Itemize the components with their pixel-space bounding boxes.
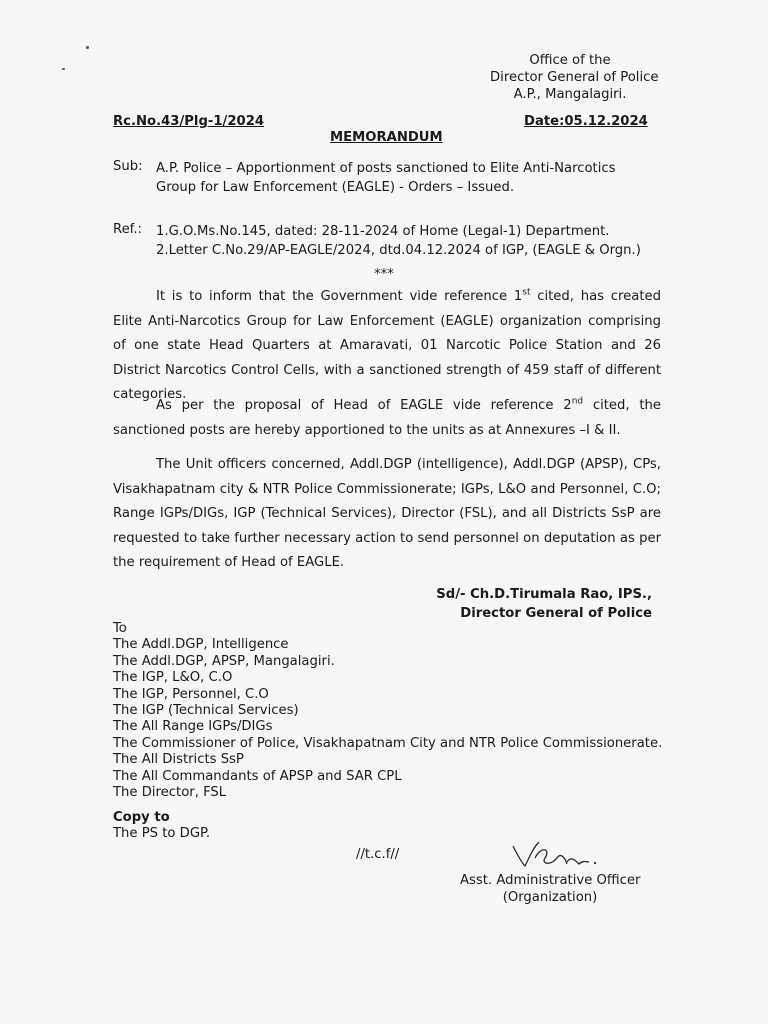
recipient-item: The Addl.DGP, APSP, Mangalagiri. (113, 653, 335, 669)
copy-recipient: The PS to DGP. (113, 826, 211, 841)
recipient-item: The IGP (Technical Services) (113, 703, 299, 719)
p1-text-start: It is to inform that the Government vide reference 1 (156, 289, 523, 304)
p2-text-start: As per the proposal of Head of EAGLE vide reference 2 (156, 398, 572, 413)
p2-superscript: nd (571, 396, 584, 407)
officer-unit: (Organization) (502, 890, 598, 905)
office-line: A.P., Mangalagiri. (513, 87, 627, 102)
copy-to-label: Copy to (113, 810, 170, 825)
to-label: To (113, 621, 127, 636)
body-paragraph-1 (113, 285, 661, 408)
p1-text-end: cited, has created Elite Anti-Narcotics Group for Law Enforcement (EAGLE) organization comprising of one state Head Quarters at Amaravati, 01 Narcotic Police Station and 26 District Narcotics Control Cells, with a sanctioned strength of 459 staff of different categories. (113, 289, 661, 402)
reference-item: 1.G.O.Ms.No.145, dated: 28-11-2024 of Home (Legal-1) Department. (156, 224, 610, 239)
references-label: Ref.: (113, 222, 143, 237)
office-line: Director General of Police (490, 70, 659, 85)
signature-block (430, 585, 652, 623)
signatory-title: Director General of Police (460, 606, 652, 621)
recipient-item: The All Commandants of APSP and SAR CPL (113, 768, 402, 784)
p1-superscript: st (522, 287, 531, 298)
scan-speck (62, 68, 65, 70)
office-line: Office of the (529, 53, 611, 68)
recipient-item: The Commissioner of Police, Visakhapatnam City and NTR Police Commissionerate. (113, 735, 663, 751)
p2-text-end: cited, the sanctioned posts are hereby apportioned to the units as at Annexures –I & II. (113, 398, 661, 438)
references-list (156, 222, 666, 260)
handwritten-signature-icon (505, 836, 605, 874)
signatory-name: Sd/- Ch.D.Tirumala Rao, IPS., (436, 587, 652, 602)
recipient-item: The All Range IGPs/DIGs (113, 719, 273, 735)
reference-number: Rc.No.43/Plg-1/2024 (113, 114, 265, 129)
issuing-officer (460, 872, 640, 906)
recipient-item: The All Districts SsP (113, 752, 244, 768)
distribution-list (113, 621, 662, 801)
body-paragraph-2 (113, 394, 661, 443)
scan-speck (86, 46, 89, 49)
recipient-item: The Director, FSL (113, 785, 227, 801)
recipient-item: The Addl.DGP, Intelligence (113, 637, 289, 653)
subject-label: Sub: (113, 159, 143, 174)
subject-text: A.P. Police – Apportionment of posts sanctioned to Elite Anti-Narcotics Group for Law Enforcement (EAGLE) - Orders – Issued. (156, 161, 616, 195)
separator: *** (374, 267, 394, 282)
memo-date: Date:05.12.2024 (524, 114, 648, 129)
memo-title: MEMORANDUM (330, 130, 443, 145)
recipient-item: The IGP, Personnel, C.O (113, 686, 269, 702)
true-copy-mark: //t.c.f// (356, 847, 400, 862)
body-paragraph-3: The Unit officers concerned, Addl.DGP (intelligence), Addl.DGP (APSP), CPs, Visakhapatnam city & NTR Police Commissionerate; IGPs, L&O and Personnel, C.O; Range IGPs/DIGs, IGP (Technical Services), Director (FSL), and all Districts SsP are requested to take further necessary action to send personnel on deputation as per the requirement of Head of EAGLE. (113, 457, 661, 570)
office-address (490, 52, 659, 103)
officer-title: Asst. Administrative Officer (460, 873, 641, 888)
reference-item: 2.Letter C.No.29/AP-EAGLE/2024, dtd.04.12.2024 of IGP, (EAGLE & Orgn.) (156, 243, 641, 258)
recipient-item: The IGP, L&O, C.O (113, 670, 233, 686)
